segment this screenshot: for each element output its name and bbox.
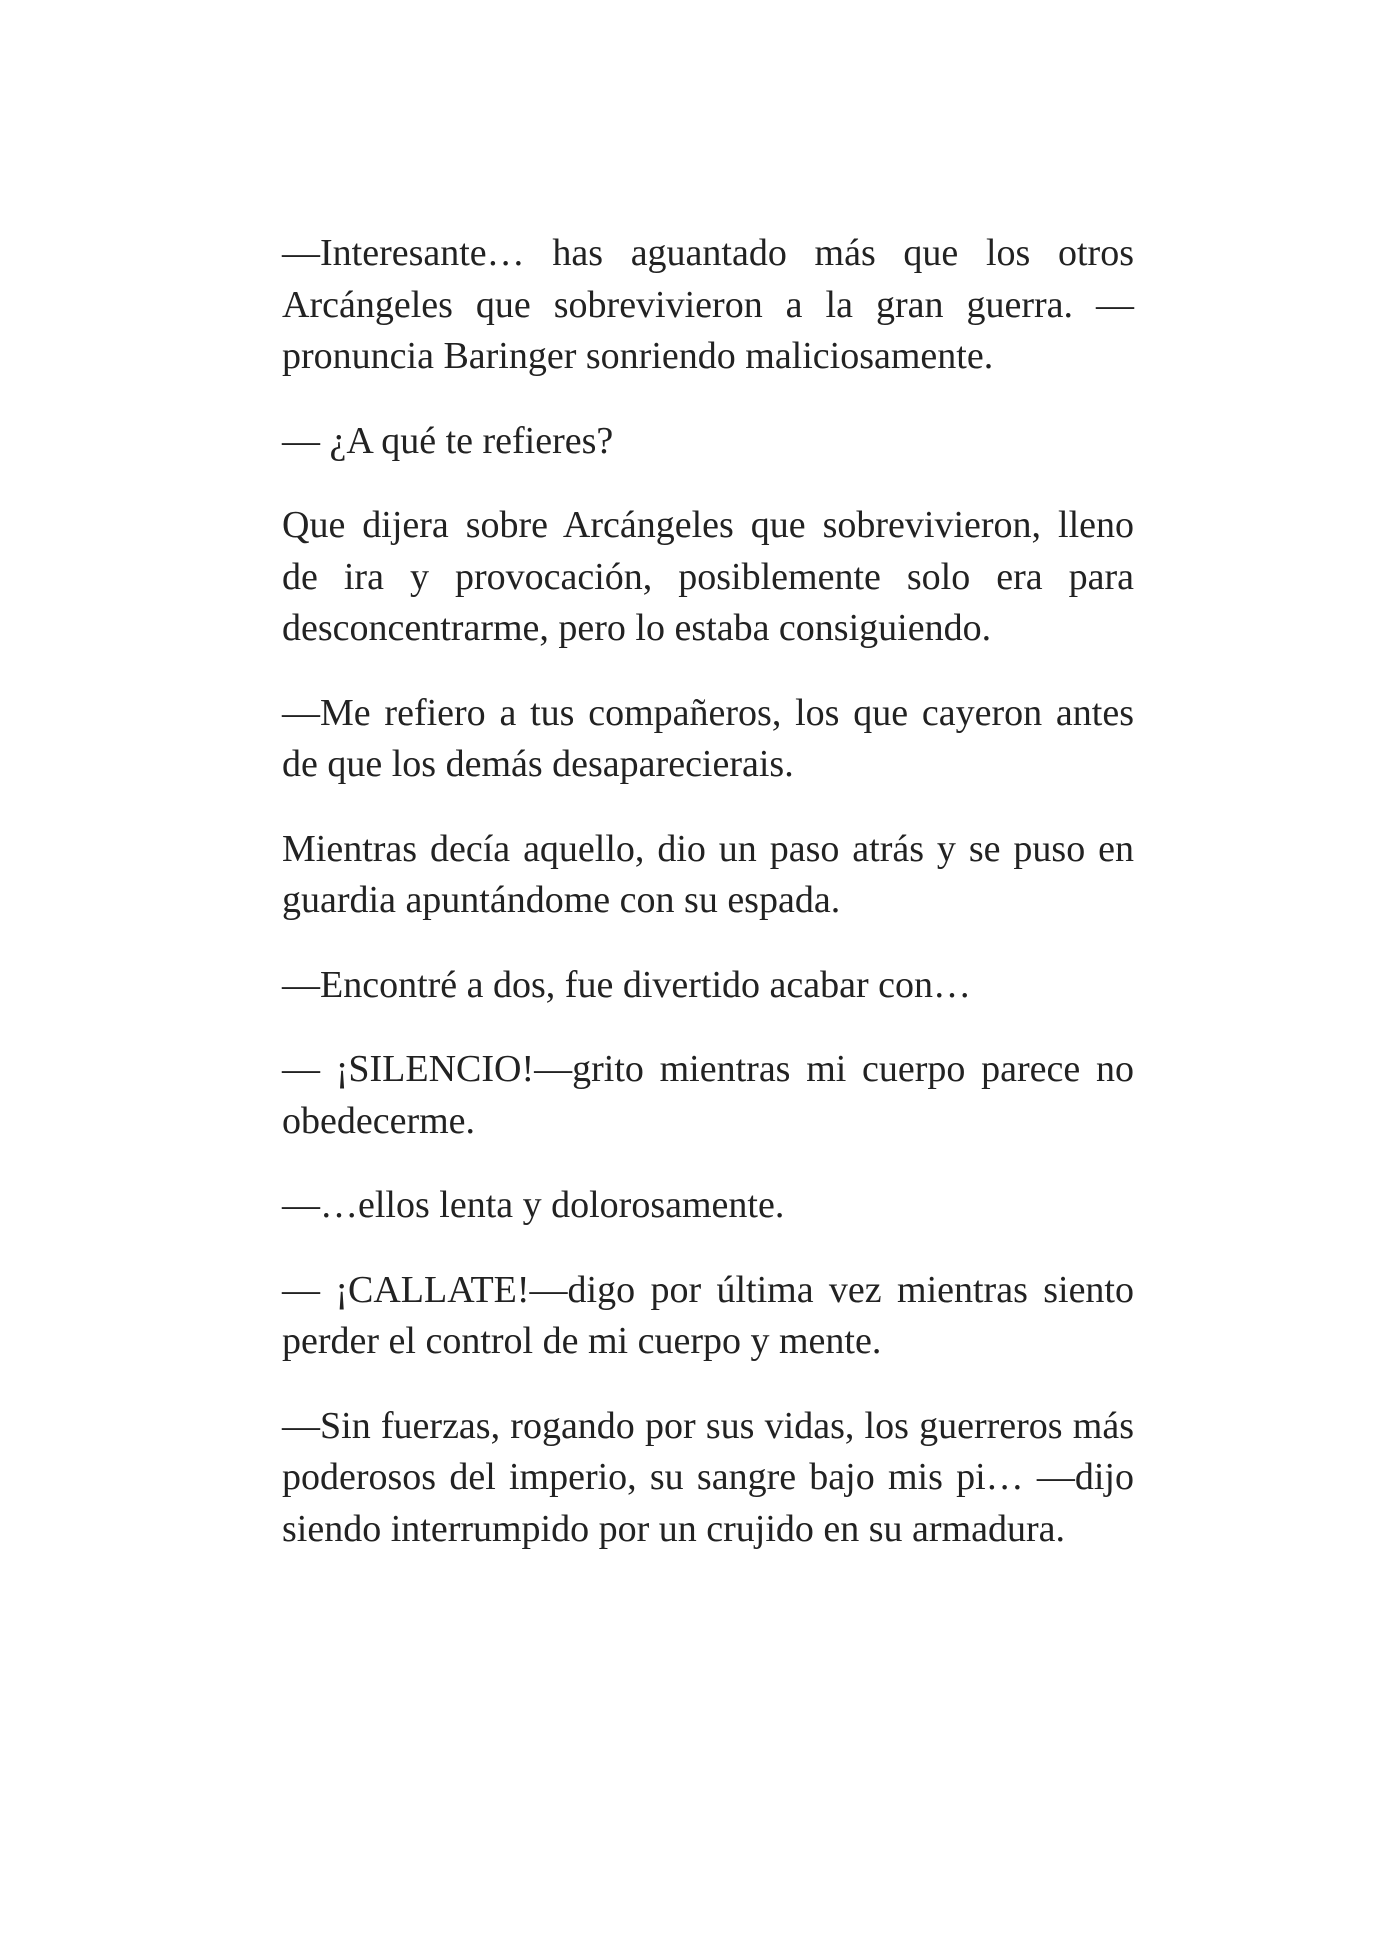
paragraph: —Interesante… has aguantado más que los otros Arcángeles que sobrevivieron a la gran guerra. —pronuncia Baringer sonriendo maliciosamente. bbox=[282, 232, 1134, 377]
paragraph: —Encontré a dos, fue divertido acabar con… bbox=[282, 963, 972, 1006]
paragraph: Que dijera sobre Arcángeles que sobrevivieron, lleno de ira y provocación, posiblemente solo era para desconcentrarme, pero lo estaba consiguiendo. bbox=[282, 504, 1134, 649]
paragraph: —Me refiero a tus compañeros, los que cayeron antes de que los demás desaparecierais. bbox=[282, 691, 1134, 785]
paragraph: —…ellos lenta y dolorosamente. bbox=[282, 1184, 785, 1226]
paragraph: — ¡CALLATE!—digo por última vez mientras siento perder el control de mi cuerpo y mente. bbox=[282, 1268, 1134, 1362]
page-text bbox=[282, 228, 1134, 1588]
paragraph: — ¡SILENCIO!—grito mientras mi cuerpo parece no obedecerme. bbox=[282, 1048, 1134, 1142]
paragraph: Mientras decía aquello, dio un paso atrás y se puso en guardia apuntándome con su espada. bbox=[282, 827, 1134, 921]
paragraph: — ¿A qué te refieres? bbox=[282, 419, 614, 462]
paragraph: —Sin fuerzas, rogando por sus vidas, los guerreros más poderosos del imperio, su sangre bajo mis pi… —dijo siendo interrumpido por un crujido en su armadura. bbox=[282, 1404, 1134, 1550]
